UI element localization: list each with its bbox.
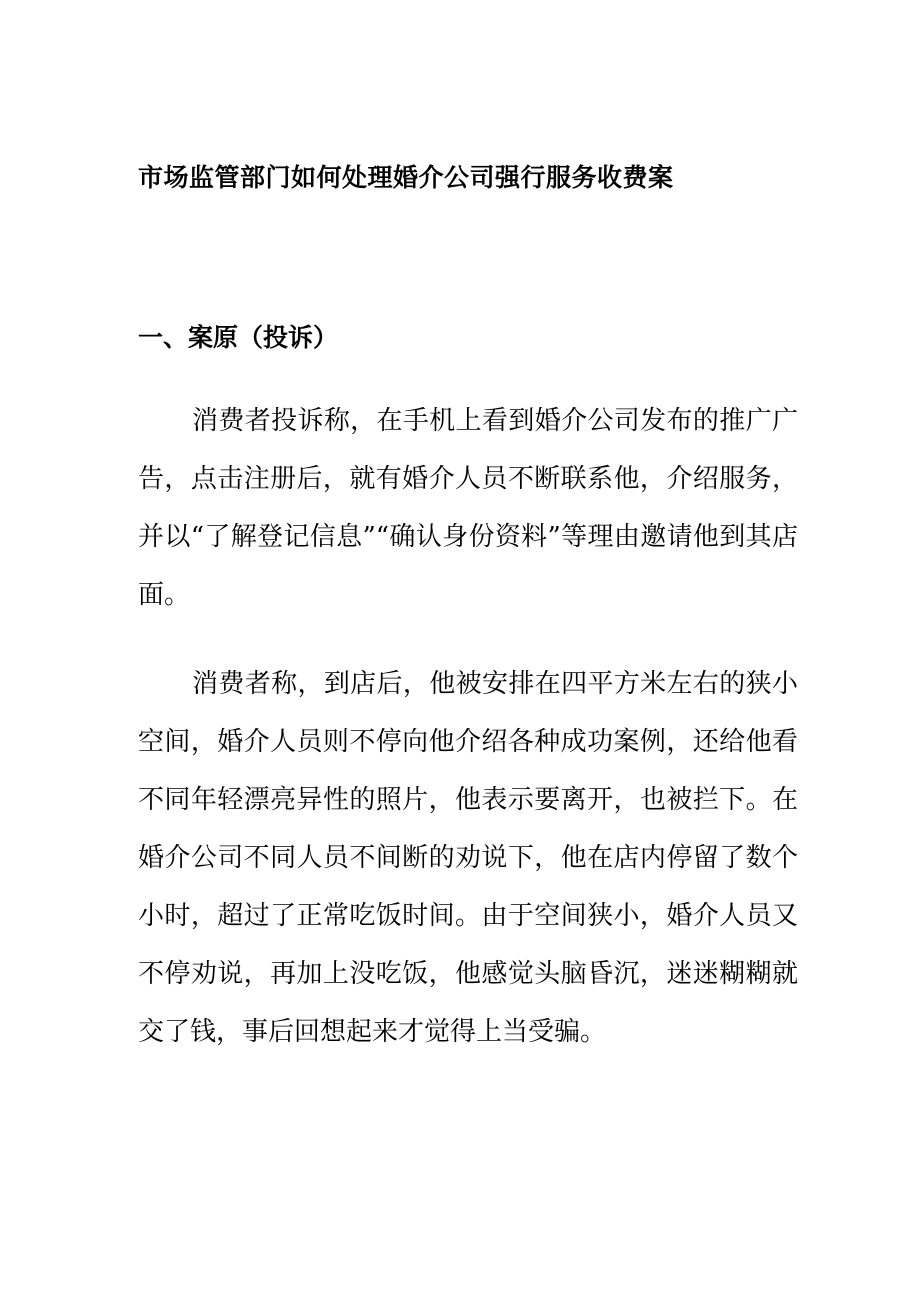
document-title: 市场监管部门如何处理婚介公司强行服务收费案 [138,163,674,192]
section-heading: 一、案原（投诉） [138,323,339,352]
body-paragraph: 消费者投诉称，在手机上看到婚介公司发布的推广广告，点击注册后，就有婚介人员不断联系他，介绍服务，并以“了解登记信息”“确认身份资料”等理由邀请他到其店面。 [138,406,798,610]
body-paragraph: 消费者称，到店后，他被安排在四平方米左右的狭小空间，婚介人员则不停向他介绍各种成功案例，还给他看不同年轻漂亮异性的照片，他表示要离开，也被拦下。在婚介公司不同人员不间断的劝说下，他在店内停留了数个小时，超过了正常吃饭时间。由于空间狭小，婚介人员又不停劝说，再加上没吃饭，他感觉头脑昏沉，迷迷糊糊就交了钱，事后回想起来才觉得上当受骗。 [138,669,798,1047]
